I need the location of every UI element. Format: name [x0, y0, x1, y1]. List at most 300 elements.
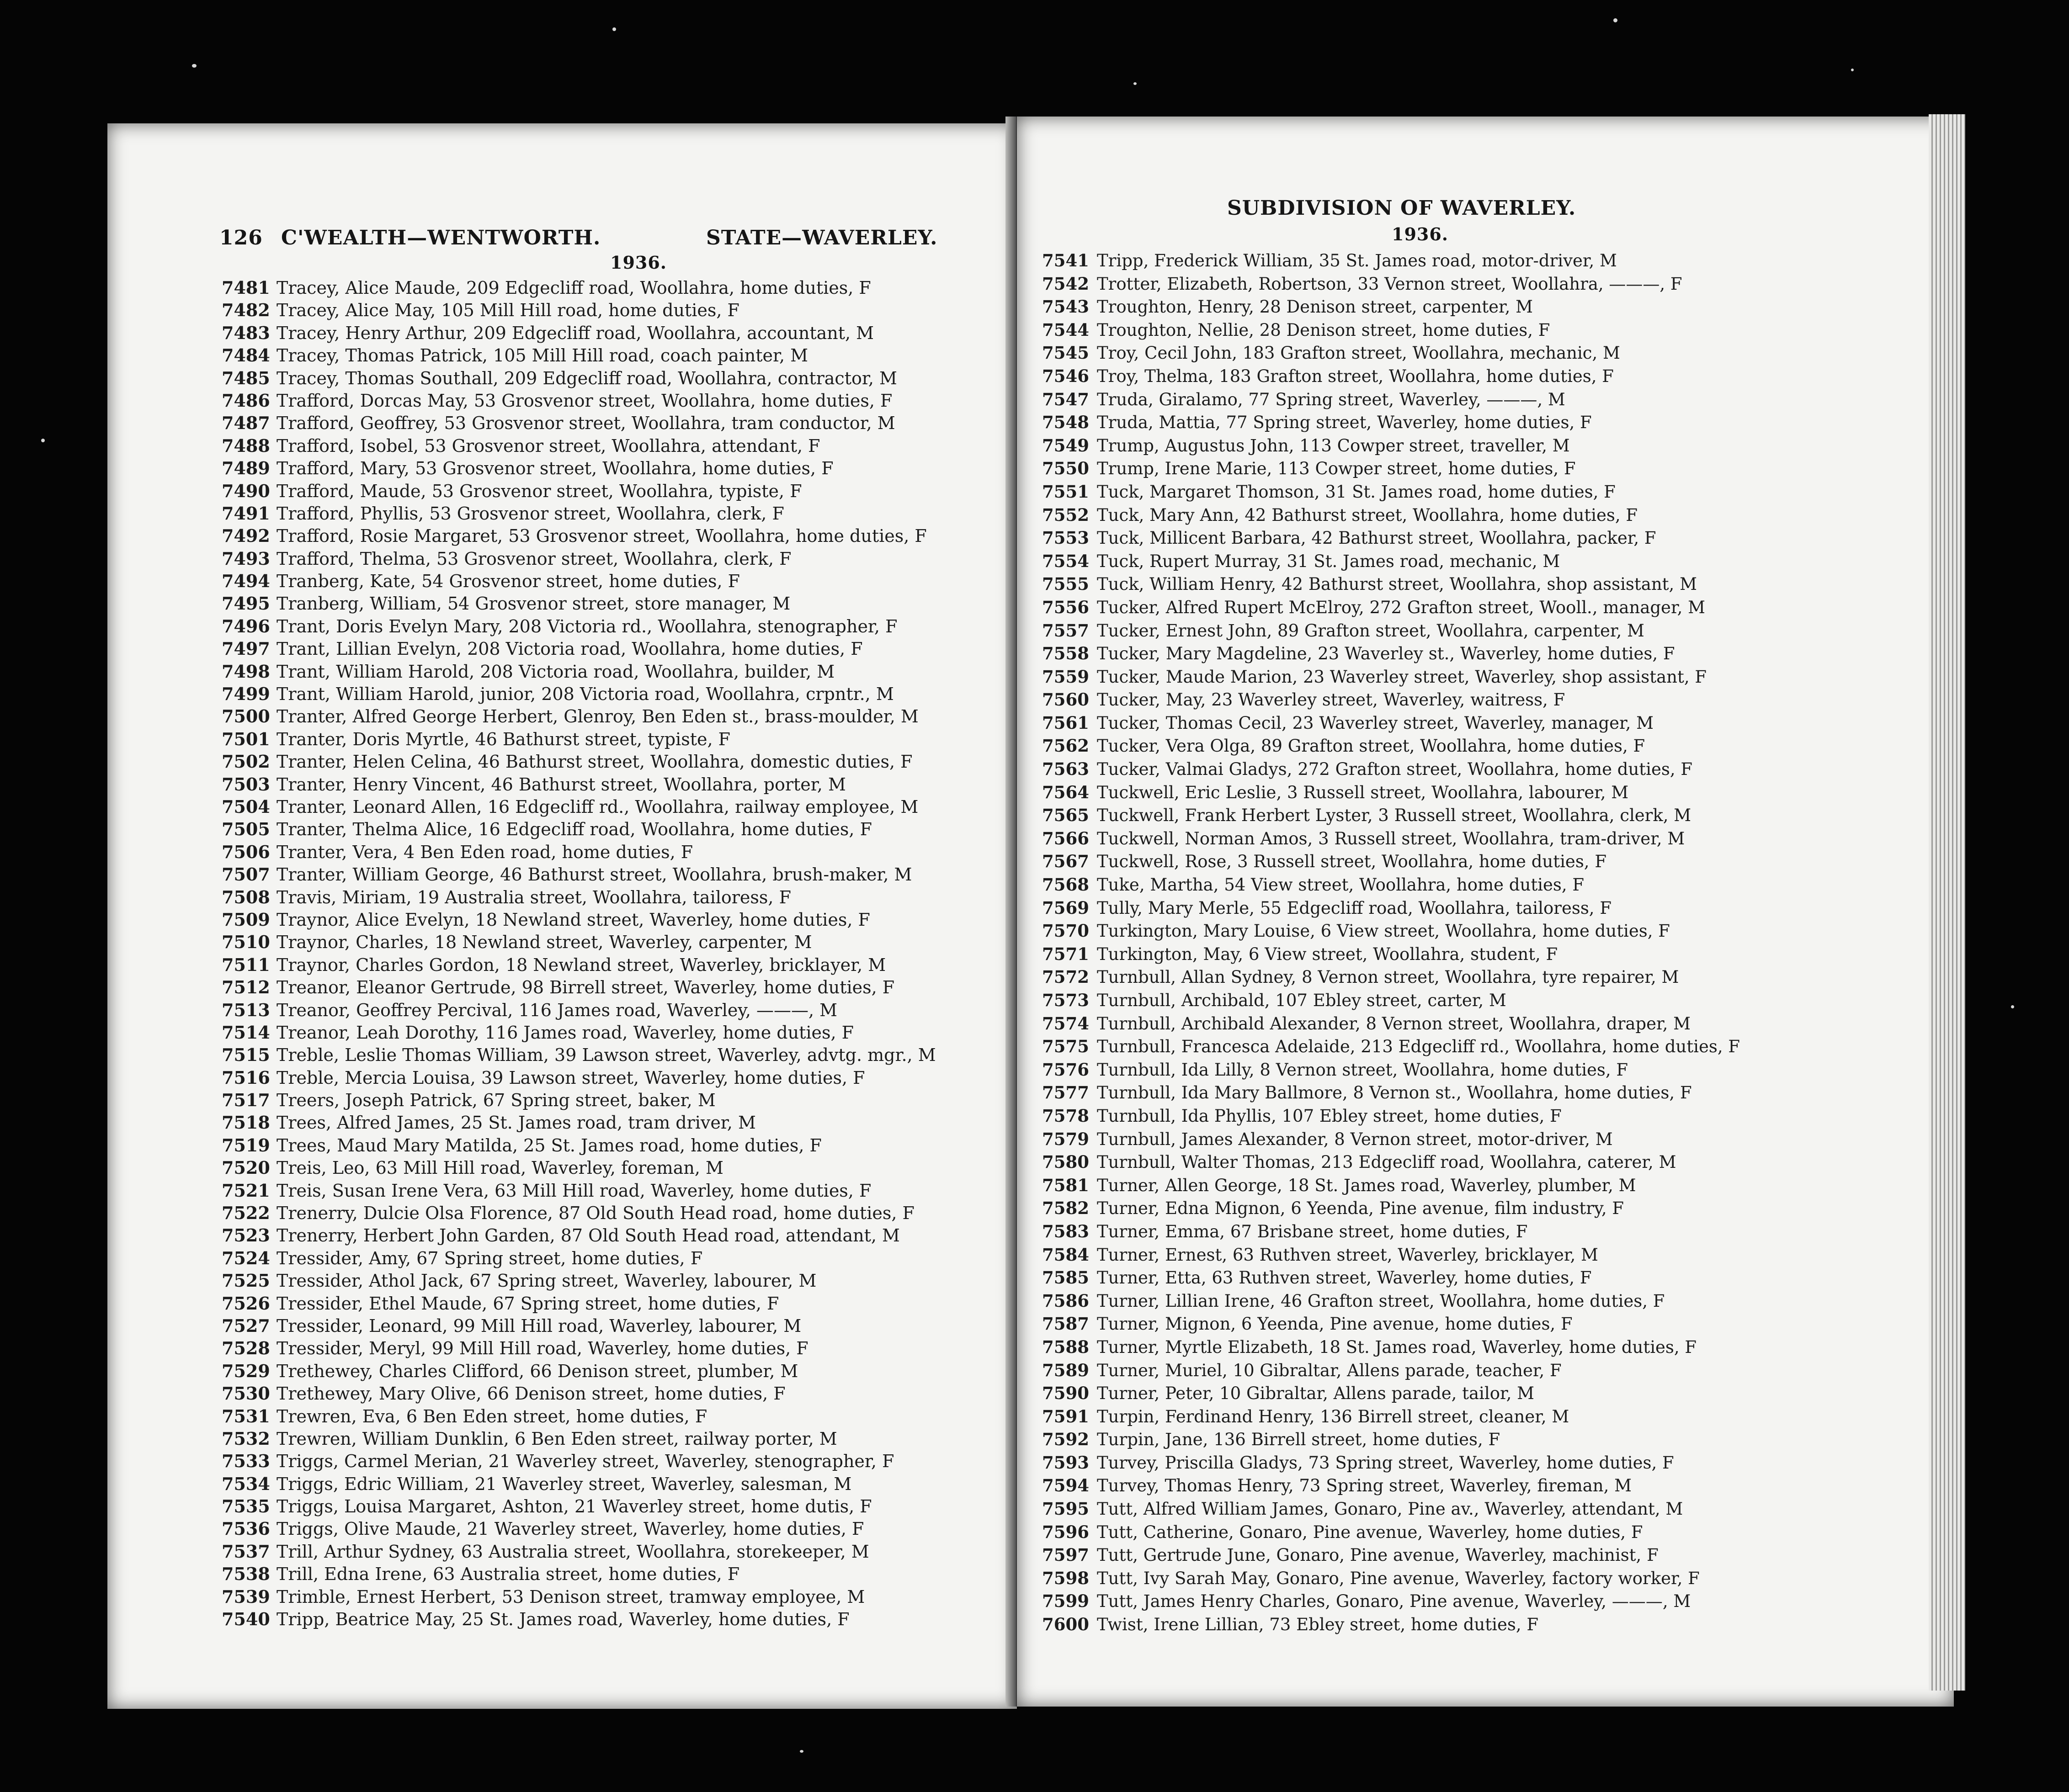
list-item [1042, 526, 1740, 550]
entry-number: 7564 [1042, 782, 1089, 802]
entry-text: Tuck, Margaret Thomson, 31 St. James road, home duties, F [1097, 482, 1616, 502]
entry-text: Treble, Leslie Thomas William, 39 Lawson street, Waverley, advtg. mgr., M [277, 1045, 936, 1066]
list-item [1042, 1128, 1740, 1151]
entry-number: 7518 [222, 1112, 270, 1133]
entry-text: Tranter, Doris Myrtle, 46 Bathurst street, typiste, F [277, 729, 730, 749]
list-item [1042, 965, 1740, 989]
list-item [222, 367, 936, 389]
entry-number: 7549 [1042, 435, 1089, 456]
entry-text: Tranter, Thelma Alice, 16 Edgecliff road, Woollahra, home duties, F [277, 819, 872, 840]
entry-number: 7501 [222, 728, 270, 749]
list-item [222, 1585, 936, 1608]
entry-number: 7576 [1042, 1059, 1089, 1080]
list-item [1042, 873, 1740, 896]
entry-text: Troughton, Nellie, 28 Denison street, home duties, F [1097, 320, 1550, 340]
entry-text: Treble, Mercia Louisa, 39 Lawson street, Waverley, home duties, F [277, 1067, 865, 1088]
entry-text: Treanor, Geoffrey Percival, 116 James road, Waverley, ———, M [277, 1000, 838, 1020]
entry-text: Tripp, Beatrice May, 25 St. James road, Waverley, home duties, F [277, 1609, 850, 1630]
entry-text: Turnbull, James Alexander, 8 Vernon street, motor-driver, M [1097, 1129, 1613, 1149]
list-item [1042, 1266, 1740, 1289]
list-item [222, 954, 936, 976]
list-item [222, 728, 936, 750]
list-item [222, 1360, 936, 1382]
entry-text: Tutt, Catherine, Gonaro, Pine avenue, Waverley, home duties, F [1097, 1522, 1643, 1542]
entry-number: 7535 [222, 1496, 270, 1517]
entry-text: Tressider, Ethel Maude, 67 Spring street, home duties, F [277, 1293, 779, 1314]
entry-text: Trant, William Harold, junior, 208 Victoria road, Woollahra, crpntr., M [277, 684, 894, 705]
entry-text: Tuck, Millicent Barbara, 42 Bathurst street, Woollahra, packer, F [1097, 528, 1656, 548]
entry-list [1042, 249, 1740, 1636]
entry-number: 7544 [1042, 319, 1089, 340]
list-item [1042, 341, 1740, 365]
entry-number: 7589 [1042, 1360, 1089, 1380]
list-item [222, 1179, 936, 1202]
list-item [1042, 827, 1740, 850]
running-head-right: STATE—WAVERLEY. [706, 226, 938, 249]
entry-text: Tranter, Henry Vincent, 46 Bathurst street, Woollahra, porter, M [277, 774, 846, 795]
entry-text: Traynor, Charles Gordon, 18 Newland street, Waverley, bricklayer, M [277, 954, 886, 975]
list-item [222, 1608, 936, 1630]
list-item [222, 389, 936, 412]
entry-number: 7527 [222, 1315, 270, 1336]
entry-text: Trafford, Dorcas May, 53 Grosvenor street, Woollahra, home duties, F [277, 390, 893, 411]
entry-text: Tutt, James Henry Charles, Gonaro, Pine avenue, Waverley, ———, M [1097, 1591, 1691, 1612]
entry-text: Trafford, Thelma, 53 Grosvenor street, Woollahra, clerk, F [277, 548, 792, 569]
entry-number: 7513 [222, 999, 270, 1020]
entry-text: Tracey, Alice Maude, 209 Edgecliff road, Woollahra, home duties, F [277, 278, 871, 298]
entry-number: 7559 [1042, 666, 1089, 687]
entry-number: 7542 [1042, 273, 1089, 294]
entry-number: 7484 [222, 345, 270, 366]
entry-text: Tracey, Thomas Southall, 209 Edgecliff road, Woollahra, contractor, M [277, 368, 897, 388]
entry-number: 7575 [1042, 1036, 1089, 1057]
entry-number: 7572 [1042, 967, 1089, 987]
entry-number: 7502 [222, 751, 270, 772]
page-number: 126 [219, 226, 263, 249]
entry-number: 7496 [222, 615, 270, 636]
list-item [1042, 781, 1740, 804]
entry-text: Tuckwell, Frank Herbert Lyster, 3 Russell street, Woollahra, clerk, M [1097, 806, 1691, 826]
entry-text: Traynor, Charles, 18 Newland street, Waverley, carpenter, M [277, 932, 812, 953]
entry-text: Traynor, Alice Evelyn, 18 Newland street, Waverley, home duties, F [277, 909, 870, 930]
list-item [1042, 711, 1740, 735]
list-item [1042, 1081, 1740, 1104]
entry-number: 7587 [1042, 1314, 1089, 1334]
entry-number: 7546 [1042, 366, 1089, 386]
entry-number: 7563 [1042, 759, 1089, 779]
entry-number: 7552 [1042, 504, 1089, 525]
entry-text: Trafford, Rosie Margaret, 53 Grosvenor street, Woollahra, home duties, F [277, 526, 927, 546]
entry-text: Turner, Etta, 63 Ruthven street, Waverley, home duties, F [1097, 1268, 1592, 1288]
entry-number: 7520 [222, 1157, 270, 1178]
right-page [1017, 117, 1954, 1707]
list-item [1042, 1220, 1740, 1243]
entry-text: Tuckwell, Eric Leslie, 3 Russell street, Woollahra, labourer, M [1097, 782, 1629, 802]
list-item [1042, 943, 1740, 966]
list-item [222, 435, 936, 457]
entry-text: Tuckwell, Norman Amos, 3 Russell street, Woollahra, tram-driver, M [1097, 828, 1685, 848]
entry-number: 7598 [1042, 1568, 1089, 1588]
entry-text: Turkington, May, 6 View street, Woollahra, student, F [1097, 944, 1558, 964]
list-item [1042, 1567, 1740, 1590]
list-item [1042, 1590, 1740, 1613]
entry-text: Trees, Maud Mary Matilda, 25 St. James road, home duties, F [277, 1135, 822, 1156]
year: 1936. [1392, 224, 1448, 244]
entry-text: Turner, Muriel, 10 Gibraltar, Allens parade, teacher, F [1097, 1360, 1562, 1380]
entry-text: Trant, Lillian Evelyn, 208 Victoria road, Woollahra, home duties, F [277, 639, 863, 659]
list-item [222, 1405, 936, 1427]
list-item [222, 863, 936, 885]
entry-text: Trewren, Eva, 6 Ben Eden street, home duties, F [277, 1406, 707, 1426]
entry-number: 7500 [222, 706, 270, 727]
entry-number: 7493 [222, 548, 270, 569]
entry-number: 7555 [1042, 574, 1089, 594]
entry-number: 7557 [1042, 620, 1089, 641]
list-item [222, 1269, 936, 1292]
list-item [222, 457, 936, 479]
entry-number: 7566 [1042, 828, 1089, 848]
list-item [222, 660, 936, 683]
entry-text: Trethewey, Charles Clifford, 66 Denison street, plumber, M [277, 1361, 798, 1381]
list-item [1042, 1497, 1740, 1521]
list-item [222, 1247, 936, 1269]
entry-number: 7521 [222, 1180, 270, 1201]
list-item [222, 299, 936, 321]
list-item [222, 1111, 936, 1134]
entry-number: 7573 [1042, 990, 1089, 1010]
entry-number: 7489 [222, 458, 270, 479]
entry-number: 7545 [1042, 343, 1089, 363]
entry-number: 7522 [222, 1203, 270, 1224]
entry-number: 7534 [222, 1473, 270, 1494]
entry-text: Travis, Miriam, 19 Australia street, Woollahra, tailoress, F [277, 887, 791, 907]
entry-text: Treis, Leo, 63 Mill Hill road, Waverley, foreman, M [277, 1158, 723, 1178]
entry-text: Trump, Augustus John, 113 Cowper street, traveller, M [1097, 435, 1570, 456]
entry-text: Tucker, Vera Olga, 89 Grafton street, Woollahra, home duties, F [1097, 736, 1645, 756]
entry-text: Trafford, Maude, 53 Grosvenor street, Woollahra, typiste, F [277, 481, 802, 501]
list-item [1042, 365, 1740, 388]
entry-number: 7483 [222, 322, 270, 343]
list-item [1042, 480, 1740, 504]
entry-number: 7592 [1042, 1429, 1089, 1450]
list-item [222, 525, 936, 547]
list-item [222, 1495, 936, 1517]
entry-text: Trafford, Mary, 53 Grosvenor street, Woollahra, home duties, F [277, 458, 834, 479]
running-head: SUBDIVISION OF WAVERLEY. [1227, 196, 1576, 220]
entry-text: Turpin, Ferdinand Henry, 136 Birrell street, cleaner, M [1097, 1406, 1569, 1426]
entry-number: 7524 [222, 1247, 270, 1268]
entry-number: 7584 [1042, 1244, 1089, 1265]
entry-text: Turner, Edna Mignon, 6 Yeenda, Pine avenue, film industry, F [1097, 1198, 1624, 1219]
entry-text: Truda, Giralamo, 77 Spring street, Waverley, ———, M [1097, 389, 1565, 409]
entry-number: 7571 [1042, 944, 1089, 964]
list-item [222, 547, 936, 570]
entry-number: 7498 [222, 661, 270, 682]
entry-text: Turvey, Priscilla Gladys, 73 Spring street, Waverley, home duties, F [1097, 1453, 1674, 1473]
list-item [1042, 1543, 1740, 1567]
list-item [222, 908, 936, 931]
entry-number: 7491 [222, 503, 270, 524]
list-item [1042, 388, 1740, 411]
entry-number: 7490 [222, 480, 270, 501]
list-item [222, 322, 936, 344]
list-item [222, 976, 936, 998]
list-item [222, 1156, 936, 1179]
entry-text: Turner, Ernest, 63 Ruthven street, Waverley, bricklayer, M [1097, 1245, 1598, 1265]
entry-number: 7553 [1042, 528, 1089, 548]
list-item [1042, 1197, 1740, 1220]
entry-number: 7517 [222, 1090, 270, 1111]
entry-text: Trafford, Phyllis, 53 Grosvenor street, Woollahra, clerk, F [277, 503, 784, 524]
list-item [1042, 504, 1740, 527]
list-item [222, 615, 936, 637]
entry-text: Treanor, Leah Dorothy, 116 James road, Waverley, home duties, F [277, 1022, 854, 1043]
list-item [222, 637, 936, 660]
list-item [222, 750, 936, 773]
entry-number: 7569 [1042, 897, 1089, 918]
entry-text: Troy, Cecil John, 183 Grafton street, Woollahra, mechanic, M [1097, 343, 1620, 363]
list-item [1042, 1012, 1740, 1035]
list-item [1042, 1104, 1740, 1128]
list-item [1042, 1289, 1740, 1313]
list-item [222, 480, 936, 502]
entry-text: Trotter, Elizabeth, Robertson, 33 Vernon street, Woollahra, ———, F [1097, 274, 1682, 294]
list-item [222, 570, 936, 592]
entry-text: Tressider, Meryl, 99 Mill Hill road, Waverley, home duties, F [277, 1338, 808, 1359]
entry-number: 7514 [222, 1022, 270, 1043]
entry-number: 7494 [222, 571, 270, 592]
entry-number: 7482 [222, 300, 270, 321]
list-item [1042, 318, 1740, 342]
list-item [222, 795, 936, 818]
entry-text: Triggs, Edric William, 21 Waverley street, Waverley, salesman, M [277, 1474, 852, 1494]
list-item [222, 1224, 936, 1246]
list-item [1042, 1521, 1740, 1544]
entry-text: Tucker, May, 23 Waverley street, Waverley, waitress, F [1097, 690, 1565, 710]
list-item [222, 1315, 936, 1337]
entry-text: Turvey, Thomas Henry, 73 Spring street, Waverley, fireman, M [1097, 1476, 1632, 1496]
list-item [222, 276, 936, 299]
entry-text: Turner, Allen George, 18 St. James road, Waverley, plumber, M [1097, 1175, 1636, 1195]
entry-number: 7506 [222, 841, 270, 862]
entry-number: 7509 [222, 909, 270, 930]
running-head-left: C'WEALTH—WENTWORTH. [281, 226, 601, 249]
entry-text: Troughton, Henry, 28 Denison street, carpenter, M [1097, 297, 1533, 317]
list-item [1042, 249, 1740, 272]
entry-text: Tripp, Frederick William, 35 St. James road, motor-driver, M [1097, 251, 1617, 270]
entry-text: Trant, Doris Evelyn Mary, 208 Victoria rd., Woollahra, stenographer, F [277, 616, 898, 636]
entry-text: Turnbull, Ida Phyllis, 107 Ebley street, home duties, F [1097, 1106, 1562, 1126]
entry-text: Truda, Mattia, 77 Spring street, Waverley, home duties, F [1097, 413, 1592, 433]
entry-number: 7495 [222, 593, 270, 614]
entry-number: 7488 [222, 435, 270, 456]
list-item [1042, 619, 1740, 642]
list-item [222, 886, 936, 908]
list-item [222, 841, 936, 863]
list-item [222, 1382, 936, 1405]
entry-number: 7600 [1042, 1614, 1089, 1635]
entry-text: Treis, Susan Irene Vera, 63 Mill Hill road, Waverley, home duties, F [277, 1180, 872, 1201]
entry-number: 7579 [1042, 1129, 1089, 1149]
list-item [222, 1044, 936, 1066]
entry-number: 7512 [222, 977, 270, 998]
entry-text: Triggs, Carmel Merian, 21 Waverley street, Waverley, stenographer, F [277, 1451, 894, 1472]
entry-text: Tucker, Thomas Cecil, 23 Waverley street, Waverley, manager, M [1097, 713, 1654, 733]
entry-text: Twist, Irene Lillian, 73 Ebley street, home duties, F [1097, 1615, 1539, 1635]
entry-number: 7519 [222, 1135, 270, 1156]
entry-number: 7591 [1042, 1406, 1089, 1426]
entry-text: Tranter, Leonard Allen, 16 Edgecliff rd., Woollahra, railway employee, M [277, 796, 919, 817]
entry-number: 7487 [222, 413, 270, 434]
entry-text: Turner, Myrtle Elizabeth, 18 St. James road, Waverley, home duties, F [1097, 1337, 1697, 1357]
list-item [222, 1450, 936, 1472]
entry-number: 7596 [1042, 1522, 1089, 1542]
entry-text: Turnbull, Walter Thomas, 213 Edgecliff road, Woollahra, caterer, M [1097, 1152, 1676, 1172]
list-item [222, 1473, 936, 1495]
entry-number: 7588 [1042, 1336, 1089, 1357]
entry-text: Tuck, William Henry, 42 Bathurst street, Woollahra, shop assistant, M [1097, 574, 1697, 594]
entry-number: 7530 [222, 1383, 270, 1404]
list-item [222, 1517, 936, 1540]
entry-number: 7599 [1042, 1591, 1089, 1612]
list-item [1042, 758, 1740, 781]
entry-number: 7561 [1042, 712, 1089, 733]
entry-number: 7593 [1042, 1452, 1089, 1473]
list-item [222, 1202, 936, 1224]
entry-text: Tranter, Alfred George Herbert, Glenroy, Ben Eden st., brass-moulder, M [277, 706, 919, 727]
entry-number: 7547 [1042, 389, 1089, 409]
list-item [222, 1563, 936, 1585]
entry-number: 7528 [222, 1338, 270, 1359]
entry-number: 7548 [1042, 412, 1089, 433]
entry-text: Turner, Lillian Irene, 46 Grafton street, Woollahra, home duties, F [1097, 1291, 1665, 1311]
entry-number: 7525 [222, 1270, 270, 1291]
entry-number: 7543 [1042, 297, 1089, 317]
entry-number: 7597 [1042, 1545, 1089, 1565]
list-item [1042, 596, 1740, 619]
entry-number: 7481 [222, 277, 270, 298]
entry-text: Trant, William Harold, 208 Victoria road, Woollahra, builder, M [277, 661, 835, 682]
entry-text: Turner, Emma, 67 Brisbane street, home duties, F [1097, 1221, 1528, 1241]
entry-text: Tressider, Amy, 67 Spring street, home duties, F [277, 1248, 703, 1268]
entry-text: Turpin, Jane, 136 Birrell street, home duties, F [1097, 1430, 1500, 1450]
entry-text: Tranter, Vera, 4 Ben Eden road, home duties, F [277, 842, 693, 862]
entry-text: Turnbull, Ida Lilly, 8 Vernon street, Woollahra, home duties, F [1097, 1060, 1628, 1080]
entry-number: 7499 [222, 684, 270, 705]
entry-number: 7485 [222, 367, 270, 388]
entry-text: Tracey, Alice May, 105 Mill Hill road, home duties, F [277, 300, 739, 321]
entry-number: 7511 [222, 954, 270, 975]
list-item [1042, 272, 1740, 296]
entry-text: Tucker, Ernest John, 89 Grafton street, Woollahra, carpenter, M [1097, 620, 1644, 641]
entry-number: 7508 [222, 886, 270, 907]
list-item [1042, 295, 1740, 318]
entry-number: 7550 [1042, 458, 1089, 479]
entry-text: Tranter, Helen Celina, 46 Bathurst street, Woollahra, domestic duties, F [277, 752, 913, 772]
entry-text: Tully, Mary Merle, 55 Edgecliff road, Woollahra, tailoress, F [1097, 898, 1612, 918]
entry-text: Turkington, Mary Louise, 6 View street, Woollahra, home duties, F [1097, 921, 1670, 941]
entry-text: Tucker, Alfred Rupert McElroy, 272 Grafton street, Wooll., manager, M [1097, 597, 1705, 617]
list-item [222, 683, 936, 705]
year: 1936. [610, 252, 667, 273]
entry-number: 7497 [222, 638, 270, 659]
entry-number: 7580 [1042, 1152, 1089, 1172]
entry-text: Tuckwell, Rose, 3 Russell street, Woollahra, home duties, F [1097, 852, 1607, 872]
list-item [222, 1292, 936, 1315]
entry-number: 7560 [1042, 689, 1089, 710]
list-item [1042, 1474, 1740, 1497]
entry-text: Tuck, Mary Ann, 42 Bathurst street, Woollahra, home duties, F [1097, 505, 1638, 525]
entry-number: 7531 [222, 1405, 270, 1426]
entry-number: 7583 [1042, 1221, 1089, 1241]
entry-number: 7539 [222, 1586, 270, 1607]
entry-text: Tutt, Ivy Sarah May, Gonaro, Pine avenue, Waverley, factory worker, F [1097, 1568, 1700, 1588]
list-item [222, 931, 936, 953]
entry-text: Tucker, Mary Magdeline, 23 Waverley st., Waverley, home duties, F [1097, 644, 1675, 664]
entry-number: 7581 [1042, 1175, 1089, 1195]
list-item [1042, 550, 1740, 573]
entry-text: Tranberg, Kate, 54 Grosvenor street, home duties, F [277, 571, 740, 592]
entry-list [222, 276, 936, 1630]
entry-number: 7504 [222, 796, 270, 817]
entry-number: 7505 [222, 819, 270, 840]
entry-text: Turnbull, Francesca Adelaide, 213 Edgecliff rd., Woollahra, home duties, F [1097, 1037, 1740, 1057]
entry-text: Trenerry, Herbert John Garden, 87 Old South Head road, attendant, M [277, 1225, 900, 1246]
entry-number: 7526 [222, 1293, 270, 1314]
entry-text: Turner, Mignon, 6 Yeenda, Pine avenue, home duties, F [1097, 1314, 1573, 1334]
entry-text: Tranberg, William, 54 Grosvenor street, store manager, M [277, 594, 791, 614]
list-item [1042, 688, 1740, 711]
list-item [1042, 919, 1740, 943]
list-item [1042, 411, 1740, 434]
entry-text: Turnbull, Archibald Alexander, 8 Vernon street, Woollahra, draper, M [1097, 1013, 1691, 1034]
entry-number: 7595 [1042, 1499, 1089, 1519]
list-item [222, 344, 936, 366]
entry-text: Turnbull, Ida Mary Ballmore, 8 Vernon st., Woollahra, home duties, F [1097, 1083, 1692, 1103]
list-item [1042, 573, 1740, 596]
entry-text: Triggs, Olive Maude, 21 Waverley street, Waverley, home duties, F [277, 1519, 864, 1539]
entry-text: Turnbull, Archibald, 107 Ebley street, carter, M [1097, 991, 1506, 1010]
list-item [1042, 1359, 1740, 1382]
list-item [222, 999, 936, 1021]
entry-number: 7551 [1042, 481, 1089, 502]
entry-number: 7590 [1042, 1383, 1089, 1404]
list-item [1042, 1174, 1740, 1197]
entry-text: Trewren, William Dunklin, 6 Ben Eden street, railway porter, M [277, 1428, 837, 1449]
entry-text: Trenerry, Dulcie Olsa Florence, 87 Old South Head road, home duties, F [277, 1203, 915, 1224]
entry-number: 7507 [222, 864, 270, 885]
entry-number: 7537 [222, 1541, 270, 1562]
entry-text: Trethewey, Mary Olive, 66 Denison street, home duties, F [277, 1384, 786, 1404]
entry-number: 7538 [222, 1564, 270, 1585]
entry-number: 7515 [222, 1044, 270, 1066]
list-item [222, 1540, 936, 1563]
entry-text: Trill, Edna Irene, 63 Australia street, home duties, F [277, 1564, 740, 1585]
list-item [1042, 1243, 1740, 1267]
entry-number: 7529 [222, 1360, 270, 1381]
entry-number: 7486 [222, 390, 270, 411]
list-item [1042, 1058, 1740, 1082]
list-item [1042, 1428, 1740, 1451]
list-item [222, 773, 936, 795]
entry-number: 7503 [222, 774, 270, 795]
entry-number: 7532 [222, 1428, 270, 1449]
entry-number: 7492 [222, 525, 270, 546]
list-item [1042, 896, 1740, 920]
entry-number: 7562 [1042, 736, 1089, 756]
list-item [1042, 1613, 1740, 1636]
entry-number: 7594 [1042, 1475, 1089, 1496]
